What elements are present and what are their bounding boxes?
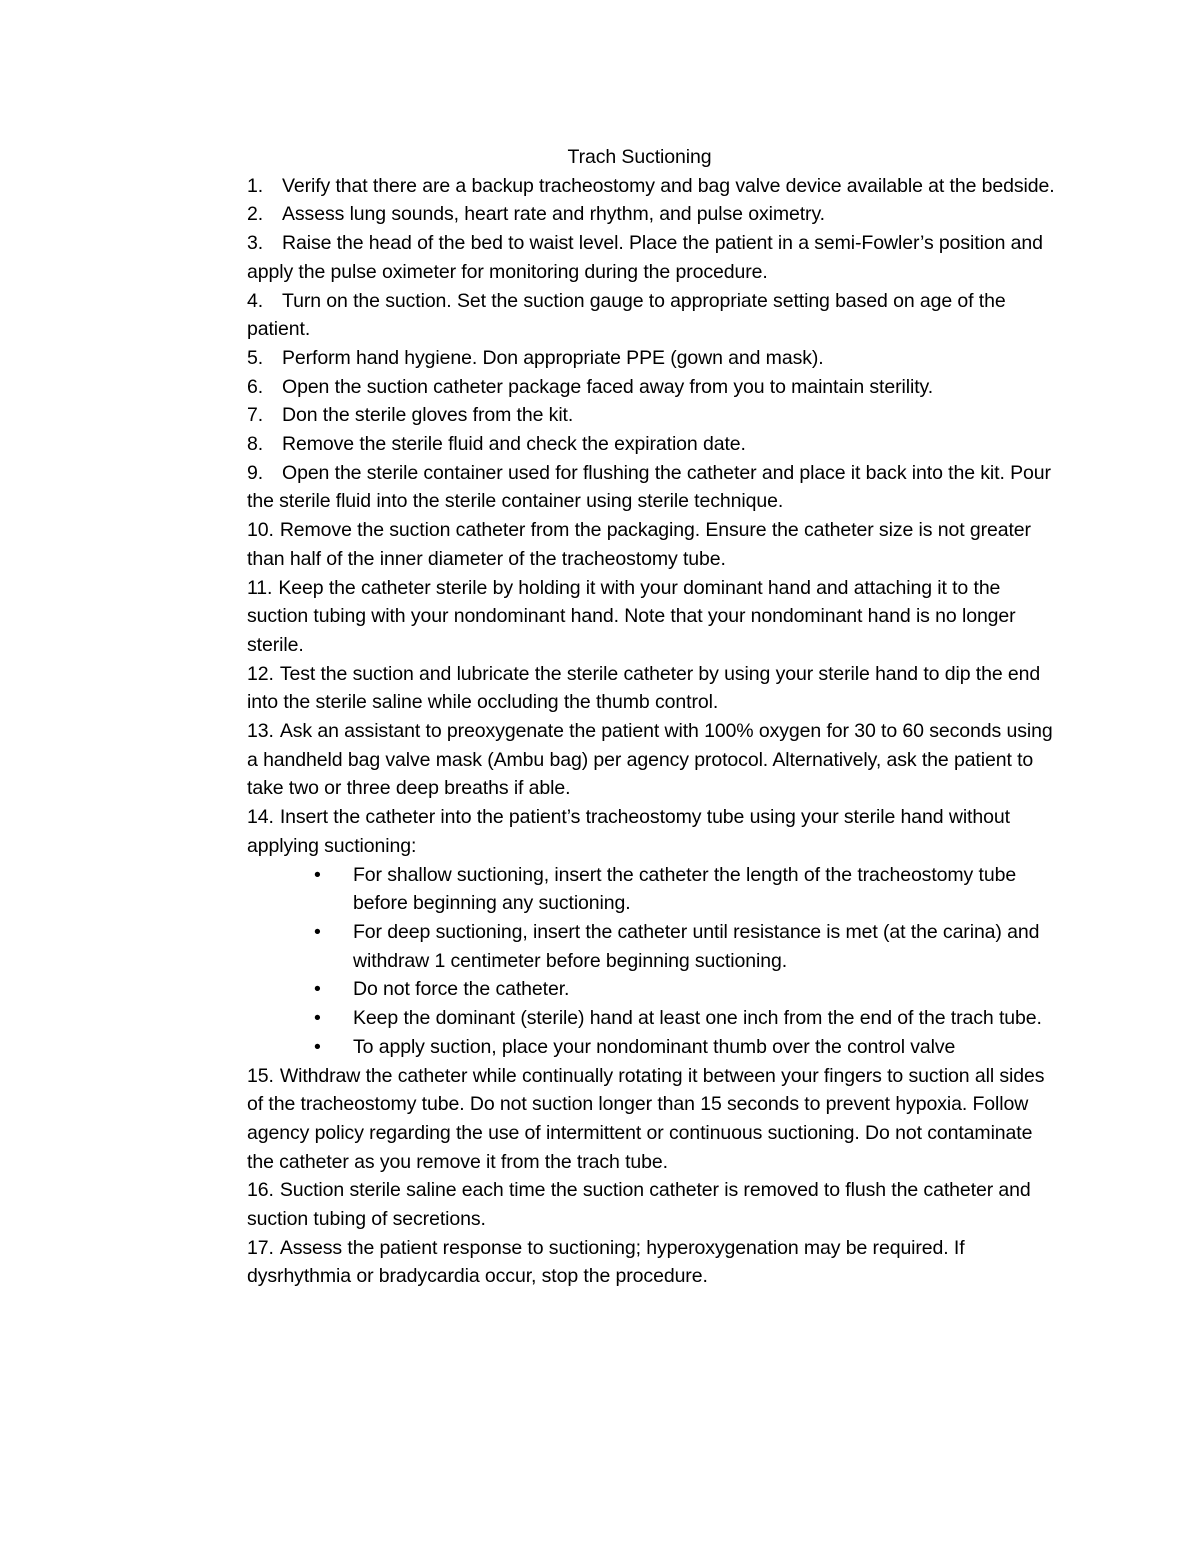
document-body (247, 143, 1062, 1291)
bullet-text: For shallow suctioning, insert the catheter the length of the tracheostomy tube before beginning any suctioning. (353, 863, 1017, 915)
step-text: Open the suction catheter package faced away from you to maintain sterility. (282, 375, 934, 398)
bullet-icon: • (314, 920, 321, 943)
step-text: Ask an assistant to preoxygenate the patient with 100% oxygen for 30 to 60 seconds using a handheld bag valve mask (Ambu bag) per agency protocol. Alternatively, ask the patient to take two or three deep breaths if able. (247, 720, 1053, 800)
step-11 (247, 574, 1062, 660)
step-number: 14. (247, 806, 274, 829)
step-number: 3. (247, 232, 264, 255)
step-14 (247, 803, 1062, 1061)
steps-list (247, 172, 1062, 1291)
step-text: Verify that there are a backup tracheostomy and bag valve device available at the bedside. (282, 174, 1055, 197)
step-14-bullets (247, 861, 1062, 1062)
step-5 (247, 344, 1062, 373)
step-number: 17. (247, 1236, 274, 1259)
step-text: Test the suction and lubricate the sterile catheter by using your sterile hand to dip the end into the sterile saline while occluding the thumb control. (247, 662, 1041, 714)
step-6 (247, 373, 1062, 402)
step-16 (247, 1176, 1062, 1233)
bullet-text: Do not force the catheter. (353, 978, 570, 1001)
step-number: 9. (247, 461, 264, 484)
bullet-item (314, 975, 1062, 1004)
step-3 (247, 229, 1062, 286)
step-1 (247, 172, 1062, 201)
bullet-item (314, 861, 1062, 918)
bullet-text: To apply suction, place your nondominant thumb over the control valve (353, 1035, 956, 1058)
step-number: 7. (247, 404, 264, 427)
step-13 (247, 717, 1062, 803)
step-text: Assess the patient response to suctioning; hyperoxygenation may be required. If dysrhythmia or bradycardia occur, stop the procedure. (247, 1236, 965, 1288)
step-15 (247, 1062, 1062, 1177)
step-text: Open the sterile container used for flushing the catheter and place it back into the kit. Pour the sterile fluid into the sterile container using sterile technique. (247, 461, 1051, 513)
bullet-icon: • (314, 863, 321, 886)
bullet-item (314, 918, 1062, 975)
step-10 (247, 516, 1062, 573)
step-number: 2. (247, 203, 264, 226)
step-7 (247, 401, 1062, 430)
bullet-icon: • (314, 978, 321, 1001)
step-text: Remove the suction catheter from the packaging. Ensure the catheter size is not greater than half of the inner diameter of the tracheostomy tube. (247, 519, 1031, 570)
step-number: 16. (247, 1179, 274, 1202)
step-number: 5. (247, 346, 264, 369)
bullet-text: Keep the dominant (sterile) hand at least one inch from the end of the trach tube. (353, 1007, 1042, 1030)
step-4 (247, 287, 1062, 344)
step-number: 15. (247, 1064, 274, 1087)
step-2 (247, 200, 1062, 229)
step-text: Don the sterile gloves from the kit. (282, 404, 574, 427)
step-number: 11. (247, 576, 273, 599)
step-text: Assess lung sounds, heart rate and rhythm, and pulse oximetry. (282, 203, 825, 226)
bullet-item (314, 1033, 1062, 1062)
bullet-icon: • (314, 1035, 321, 1058)
step-text: Perform hand hygiene. Don appropriate PPE (gown and mask). (282, 346, 824, 369)
step-number: 12. (247, 662, 274, 685)
page-title: Trach Suctioning (567, 146, 712, 168)
step-text: Keep the catheter sterile by holding it with your dominant hand and attaching it to the suction tubing with your nondominant hand. Note that your nondominant hand is no longer sterile. (247, 576, 1016, 656)
step-number: 13. (247, 720, 274, 743)
step-number: 6. (247, 375, 264, 398)
step-text: Insert the catheter into the patient’s tracheostomy tube using your sterile hand without applying suctioning: (247, 806, 1010, 857)
step-number: 8. (247, 433, 264, 456)
step-8 (247, 430, 1062, 459)
step-17 (247, 1234, 1062, 1291)
bullet-item (314, 1004, 1062, 1033)
step-number: 4. (247, 289, 264, 312)
step-12 (247, 660, 1062, 717)
step-text: Withdraw the catheter while continually rotating it between your fingers to suction all sides of the tracheostomy tube. Do not suction longer than 15 seconds to prevent hypoxia. Follow agency policy regarding the use of intermittent or continuous suctioning. Do not contaminate the catheter as you remove it from the trach tube. (247, 1064, 1045, 1173)
step-text: Suction sterile saline each time the suction catheter is removed to flush the catheter and suction tubing of secretions. (247, 1179, 1031, 1231)
bullet-icon: • (314, 1007, 321, 1030)
step-text: Turn on the suction. Set the suction gauge to appropriate setting based on age of the patient. (247, 289, 1006, 341)
step-number: 10. (247, 519, 274, 542)
step-9 (247, 459, 1062, 516)
bullet-text: For deep suctioning, insert the catheter until resistance is met (at the carina) and withdraw 1 centimeter before beginning suctioning. (353, 920, 1040, 972)
step-text: Remove the sterile fluid and check the expiration date. (282, 433, 746, 456)
step-number: 1. (247, 174, 264, 197)
step-text: Raise the head of the bed to waist level. Place the patient in a semi-Fowler’s position and apply the pulse oximeter for monitoring during the procedure. (247, 232, 1043, 283)
